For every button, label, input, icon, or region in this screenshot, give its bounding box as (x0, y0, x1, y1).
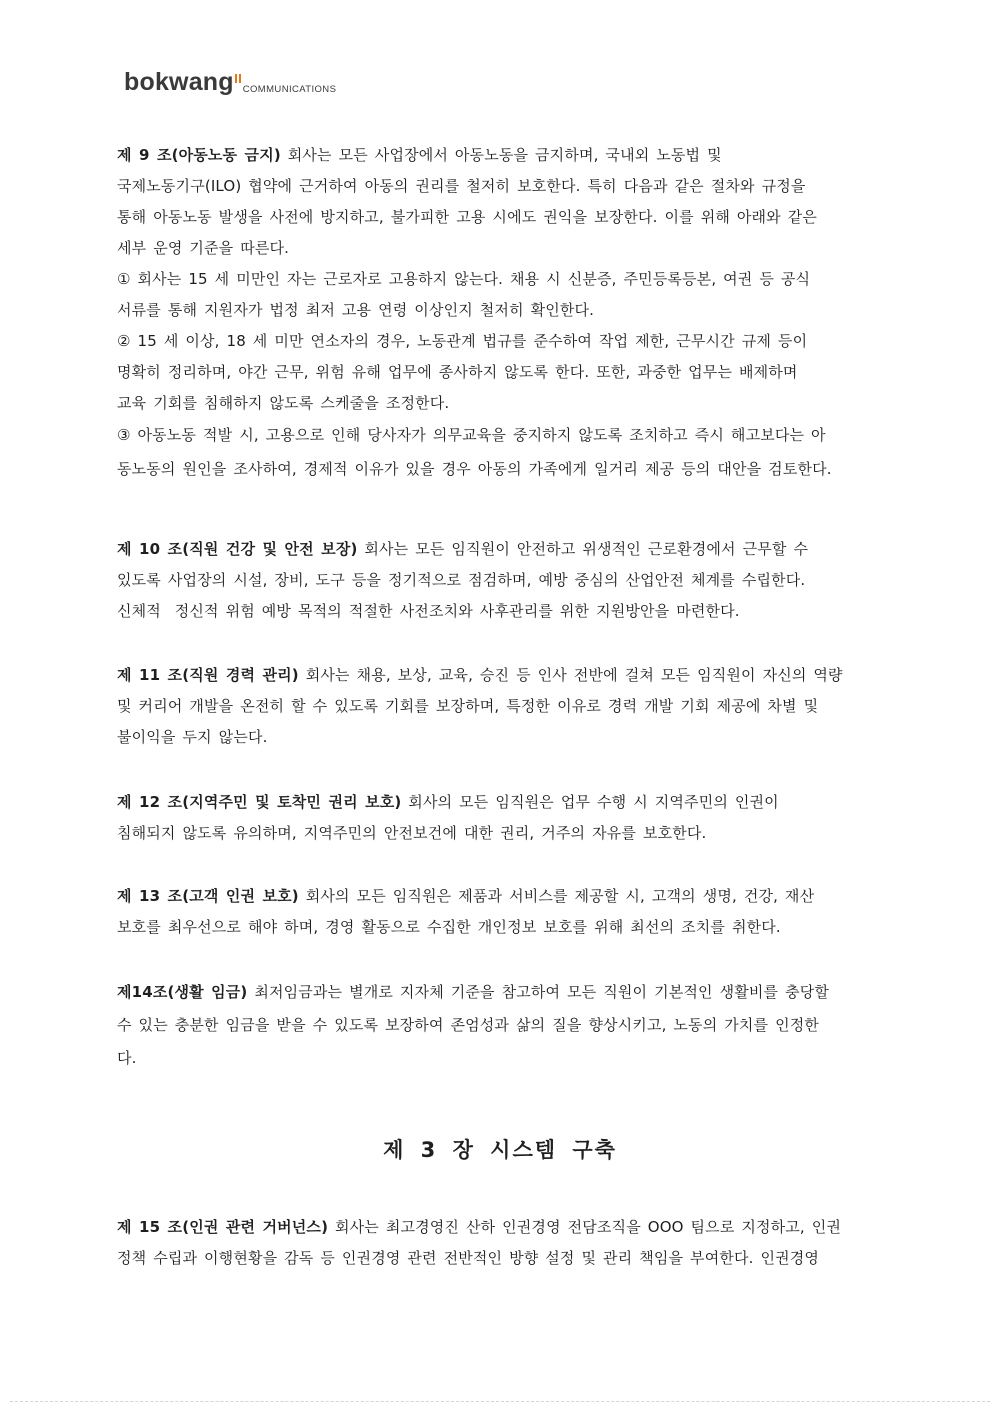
article-text: 회사는 모든 사업장에서 아동노동을 금지하며, 국내외 노동법 및 (280, 146, 722, 164)
article-heading: 제 10 조(직원 건강 및 안전 보장) (117, 540, 358, 558)
article-11 (117, 660, 887, 753)
article-line: 다. (117, 1049, 137, 1067)
article-line: 서류를 통해 지원자가 법정 최저 고용 연령 이상인지 철저히 확인한다. (117, 301, 595, 319)
article-text: 회사의 모든 임직원은 제품과 서비스를 제공할 시, 고객의 생명, 건강, 재산 (298, 887, 815, 905)
article-12 (117, 787, 887, 849)
article-line: 명확히 정리하며, 야간 근무, 위험 유해 업무에 종사하지 않도록 한다. 또한, 과중한 업무는 배제하며 (117, 363, 798, 381)
article-heading: 제 13 조(고객 인권 보호) (117, 887, 299, 905)
article-14 (117, 976, 887, 1075)
article-line: 통해 아동노동 발생을 사전에 방지하고, 불가피한 고용 시에도 권익을 보장한다. 이를 위해 아래와 같은 (117, 208, 818, 226)
logo-accent-bars (235, 74, 241, 83)
chapter-title: 제 3 장 시스템 구축 (383, 1138, 617, 1162)
article-13 (117, 881, 887, 943)
article-15 (117, 1212, 887, 1274)
article-line: 교육 기회를 침해하지 않도록 스케줄을 조정한다. (117, 394, 450, 412)
article-heading: 제14조(생활 임금) (117, 983, 248, 1001)
article-line: 동노동의 원인을 조사하여, 경제적 이유가 있을 경우 아동의 가족에게 일거리 제공 등의 대안을 검토한다. (117, 460, 832, 478)
article-line: 정책 수립과 이행현황을 감독 등 인권경영 관련 전반적인 방향 설정 및 관리 책임을 부여한다. 인권경영 (117, 1249, 820, 1267)
article-line: 침해되지 않도록 유의하며, 지역주민의 안전보건에 대한 권리, 거주의 자유를 보호한다. (117, 824, 707, 842)
article-heading: 제 15 조(인권 관련 거버넌스) (117, 1218, 329, 1236)
article-line: 보호를 최우선으로 해야 하며, 경영 활동으로 수집한 개인정보 보호를 위해 최선의 조치를 취한다. (117, 918, 781, 936)
article-line: 신체적 정신적 위험 예방 목적의 적절한 사전조치와 사후관리를 위한 지원방안을 마련한다. (117, 602, 740, 620)
article-text: 회사는 최고경영진 산하 인권경영 전담조직을 OOO 팀으로 지정하고, 인권 (328, 1218, 842, 1236)
company-logo (124, 70, 336, 95)
article-10 (117, 534, 887, 627)
article-heading: 제 11 조(직원 경력 관리) (117, 666, 299, 684)
article-heading: 제 9 조(아동노동 금지) (117, 146, 281, 164)
article-9 (117, 140, 887, 485)
article-clause-1: ① 회사는 15 세 미만인 자는 근로자로 고용하지 않는다. 채용 시 신분증, 주민등록등본, 여권 등 공식 (117, 270, 811, 288)
article-text: 회사의 모든 임직원은 업무 수행 시 지역주민의 인권이 (401, 793, 779, 811)
article-clause-3: ③ 아동노동 적발 시, 고용으로 인해 당사자가 의무교육을 중지하지 않도록 조치하고 즉시 해고보다는 아 (117, 426, 826, 444)
article-clause-2: ② 15 세 이상, 18 세 미만 연소자의 경우, 노동관계 법규를 준수하여 작업 제한, 근무시간 규제 등이 (117, 332, 808, 350)
article-heading: 제 12 조(지역주민 및 토착민 권리 보호) (117, 793, 402, 811)
article-line: 수 있는 충분한 임금을 받을 수 있도록 보장하여 존엄성과 삶의 질을 향상시키고, 노동의 가치를 인정한 (117, 1016, 820, 1034)
article-line: 국제노동기구(ILO) 협약에 근거하여 아동의 권리를 철저히 보호한다. 특히 다음과 같은 절차와 규정을 (117, 177, 806, 195)
article-line: 불이익을 두지 않는다. (117, 728, 268, 746)
page-bottom-divider (10, 1401, 990, 1402)
logo-wordmark: bokwang (124, 68, 234, 96)
article-text: 최저임금과는 별개로 지자체 기준을 참고하여 모든 직원이 기본적인 생활비를 충당할 (247, 983, 829, 1001)
article-text: 회사는 모든 임직원이 안전하고 위생적인 근로환경에서 근무할 수 (357, 540, 809, 558)
article-line: 있도록 사업장의 시설, 장비, 도구 등을 정기적으로 점검하며, 예방 중심의 산업안전 체계를 수립한다. (117, 571, 806, 589)
article-line: 세부 운영 기준을 따른다. (117, 239, 290, 257)
article-text: 회사는 채용, 보상, 교육, 승진 등 인사 전반에 걸쳐 모든 임직원이 자신의 역량 (298, 666, 843, 684)
logo-subtitle: COMMUNICATIONS (242, 83, 337, 95)
article-line: 및 커리어 개발을 온전히 할 수 있도록 기회를 보장하며, 특정한 이유로 경력 개발 기회 제공에 차별 및 (117, 697, 819, 715)
